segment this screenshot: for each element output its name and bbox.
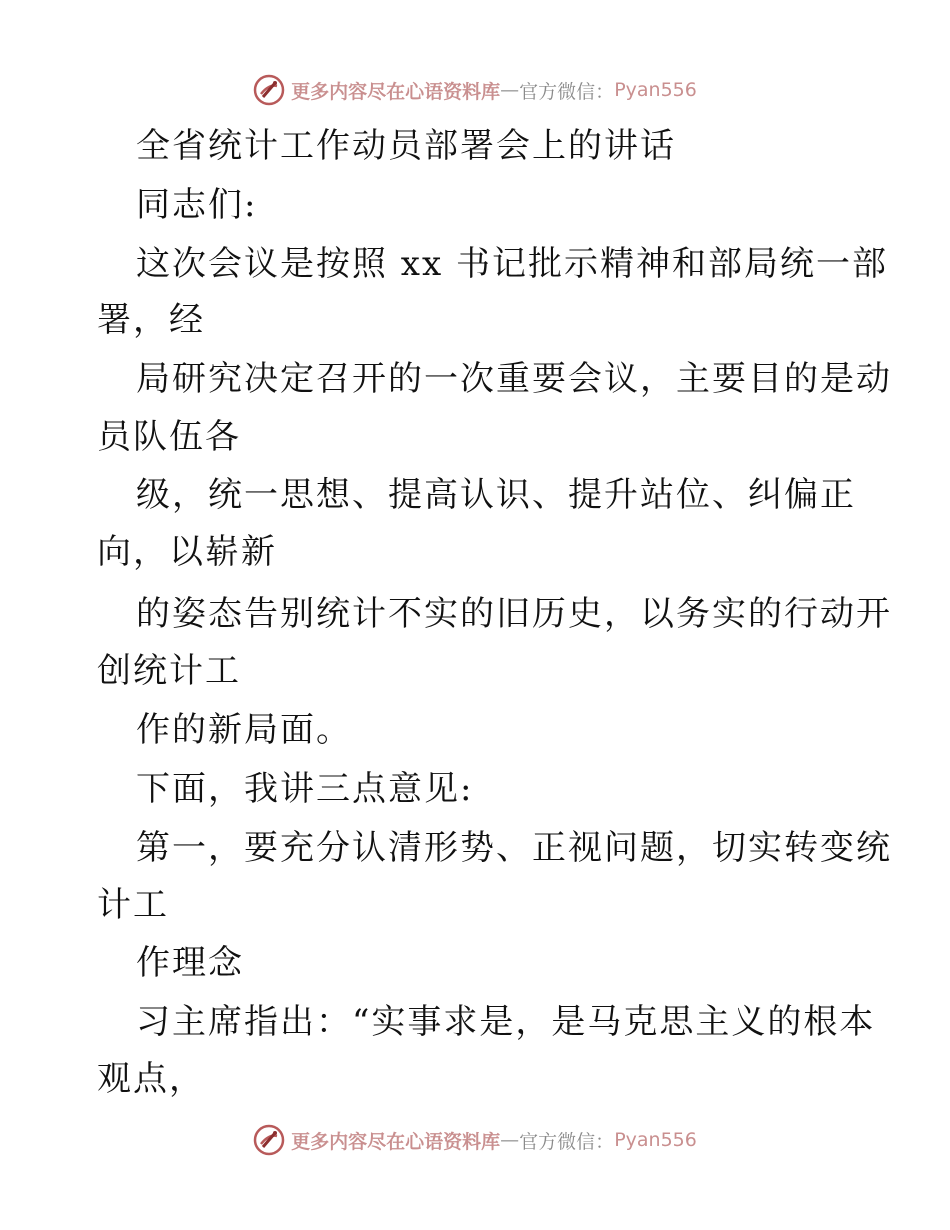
banner-wechat-label: 官方微信： [519,1130,615,1153]
section-heading-line: 作理念 [136,943,244,983]
paragraph-line: 下面，我讲三点意见: [136,769,474,809]
section-heading-line: 第一，要充分认清形势、正视问题，切实转变统 [136,828,892,868]
salutation: 同志们: [136,185,258,225]
paragraph-line: 署，经 [97,300,205,340]
paragraph-line: 创统计工 [97,651,241,691]
paragraph-line: 习主席指出：“实事求是，是马克思主义的根本 [136,1002,876,1042]
paragraph-line: 作的新局面。 [136,710,352,750]
banner-promo-text: 更多内容尽在心语资料库 [291,80,501,103]
footer-banner [0,1120,950,1160]
paragraph-line: 向，以崭新 [97,532,277,572]
paragraph-line: 的姿态告别统计不实的旧历史，以务实的行动开 [136,594,892,634]
banner-promo-text: 更多内容尽在心语资料库 [291,1130,501,1153]
banner-wechat-id: Pyan556 [614,79,697,101]
banner-wechat-id: Pyan556 [614,1129,697,1151]
banner-separator: — [500,1129,520,1151]
paragraph-line: 这次会议是按照 xx 书记批示精神和部局统一部 [136,244,888,284]
document-title: 全省统计工作动员部署会上的讲话 [136,126,676,166]
book-pen-logo-icon [253,1124,285,1156]
banner-separator: — [500,79,520,101]
paragraph-line: 级，统一思想、提高认识、提升站位、纠偏正 [136,475,856,515]
paragraph-line: 观点， [97,1059,205,1099]
book-pen-logo-icon [253,74,285,106]
paragraph-line: 局研究决定召开的一次重要会议，主要目的是动 [136,359,892,399]
header-banner [0,70,950,110]
banner-wechat-label: 官方微信： [519,80,615,103]
paragraph-line: 员队伍各 [97,417,241,457]
section-heading-line: 计工 [97,885,169,925]
